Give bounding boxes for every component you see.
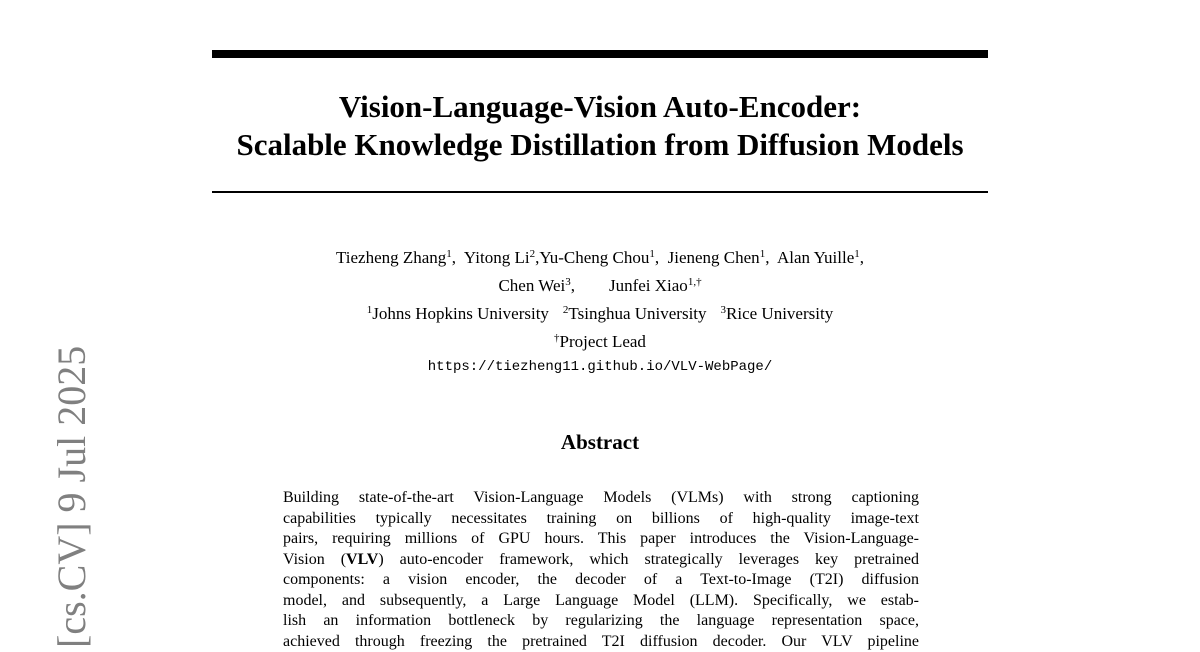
abstract-line: pairs, requiring millions of GPU hours. This paper introduces the Vision-Language- [283,529,919,550]
author-name: Chen Wei [498,276,565,295]
top-rule [212,50,988,58]
affiliation-sup: 3 [721,304,727,316]
title-rule [212,191,988,193]
author-sup: 2 [530,248,536,260]
abstract-line-4-pre: Vision ( [283,551,346,568]
abstract-body [283,488,919,652]
author-sup: 3 [565,276,571,288]
project-lead-line [200,328,1000,356]
author-sup: 1 [649,248,655,260]
author-sup: 1 [446,248,452,260]
arxiv-side-stamp: [cs.CV] 9 Jul 2025 [52,346,92,648]
author-name: Alan Yuille [777,248,854,267]
affiliation-name: Tsinghua University [568,304,706,323]
affiliation-name: Rice University [726,304,833,323]
abstract-line: achieved through freezing the pretrained T2I diffusion decoder. Our VLV pipeline [283,632,919,652]
author-sup: 1 [760,248,766,260]
author-sup: 1 [854,248,860,260]
author-name: Jieneng Chen [668,248,760,267]
vlv-bold: VLV [346,551,378,568]
abstract-heading: Abstract [200,430,1000,455]
author-name: Yu-Cheng Chou [539,248,649,267]
author-line-1: Tiezheng Zhang$^1$, Yitong Li$^2$,Yu-Cheng Chou$^1$, Jieneng Chen$^1$, Alan Yuille$^1$, [200,244,1000,272]
affiliation-line [200,300,1000,328]
author-name: Tiezheng Zhang [336,248,446,267]
author-line-2: Chen Wei$^3$, Junfei Xiao$^{1,\dagger}$ [200,272,1000,300]
affiliation-sup: 1 [367,304,373,316]
abstract-line [283,550,919,571]
abstract-line: capabilities typically necessitates training on billions of high-quality image-text [283,509,919,530]
affiliation-name: Johns Hopkins University [372,304,549,323]
title-line-1: Vision-Language-Vision Auto-Encoder: [200,88,1000,126]
abstract-line: components: a vision encoder, the decoder of a Text-to-Image (T2I) diffusion [283,570,919,591]
paper-title [200,88,1000,164]
author-name: Junfei Xiao [609,276,688,295]
abstract-line-4-post: ) auto-encoder framework, which strategically leverages key pretrained [378,551,919,568]
author-name: Yitong Li [464,248,530,267]
author-sup: 1,† [688,276,702,288]
abstract-line: model, and subsequently, a Large Language Model (LLM). Specifically, we estab- [283,591,919,612]
abstract-line: lish an information bottleneck by regularizing the language representation space, [283,611,919,632]
project-url-link[interactable]: https://tiezheng11.github.io/VLV-WebPage/ [200,359,1000,375]
abstract-line: Building state-of-the-art Vision-Language Models (VLMs) with strong captioning [283,488,919,509]
affiliation-sup: 2 [563,304,569,316]
project-lead-sup: † [554,332,560,344]
project-lead-text: Project Lead [560,332,646,351]
title-line-2: Scalable Knowledge Distillation from Diffusion Models [200,126,1000,164]
author-block [200,244,1000,356]
